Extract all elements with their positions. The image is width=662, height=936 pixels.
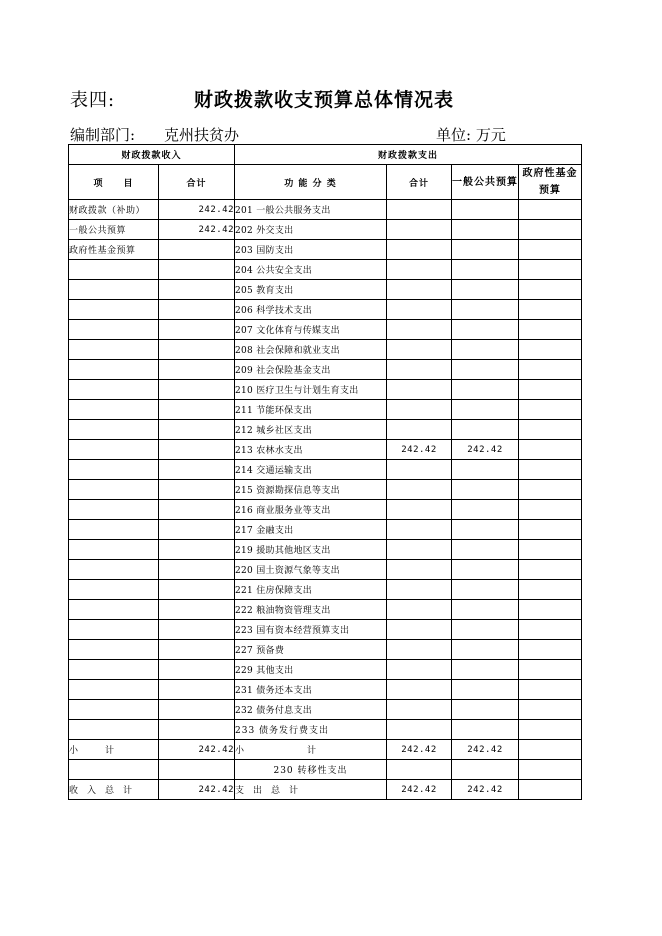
expense-general-cell (452, 400, 519, 420)
income-amount-cell (159, 240, 235, 260)
income-amount-cell (159, 560, 235, 580)
expense-total-cell (387, 640, 452, 660)
income-amount-cell (159, 660, 235, 680)
income-amount-cell (159, 400, 235, 420)
column-header-row (69, 165, 582, 200)
expense-total-cell (387, 660, 452, 680)
expense-fund-cell (519, 640, 582, 660)
expense-item-cell: 223 国有资本经营预算支出 (235, 620, 387, 640)
table-row (69, 280, 582, 300)
income-item-cell (69, 260, 159, 280)
expense-fund-cell (519, 200, 582, 220)
expense-general-cell (452, 420, 519, 440)
expense-item-cell: 211 节能环保支出 (235, 400, 387, 420)
income-item-cell (69, 420, 159, 440)
expense-general-cell (452, 680, 519, 700)
table-row (69, 260, 582, 280)
income-amount-cell (159, 520, 235, 540)
income-amount-cell (159, 600, 235, 620)
income-item-cell (69, 660, 159, 680)
expense-fund-cell (519, 720, 582, 740)
expense-item-cell: 229 其他支出 (235, 660, 387, 680)
income-amount-cell (159, 620, 235, 640)
expense-total-cell (387, 520, 452, 540)
income-amount-cell (159, 260, 235, 280)
income-item-cell (69, 400, 159, 420)
expense-general-cell (452, 560, 519, 580)
income-item-cell (69, 620, 159, 640)
subtotal-row (69, 740, 582, 760)
expense-item-cell: 231 债务还本支出 (235, 680, 387, 700)
table-row (69, 580, 582, 600)
page-title: 财政拨款收支预算总体情况表 (194, 89, 455, 111)
expense-fund-cell (519, 380, 582, 400)
income-item-cell (69, 300, 159, 320)
subtotal-expense-fund (519, 740, 582, 760)
expense-general-cell (452, 580, 519, 600)
expense-total-cell (387, 460, 452, 480)
expense-item-cell: 232 债务付息支出 (235, 700, 387, 720)
department-label: 编制部门: (70, 126, 136, 144)
income-amount-cell: 242.42 (159, 200, 235, 220)
income-amount-cell (159, 460, 235, 480)
expense-fund-cell (519, 240, 582, 260)
expense-general-cell (452, 620, 519, 640)
expense-fund-cell (519, 600, 582, 620)
income-item-cell (69, 320, 159, 340)
income-item-cell (69, 680, 159, 700)
expense-item-cell: 208 社会保障和就业支出 (235, 340, 387, 360)
expense-total-cell (387, 320, 452, 340)
income-amount-cell (159, 680, 235, 700)
expense-total-cell (387, 300, 452, 320)
department-value: 克州扶贫办 (164, 126, 240, 144)
table-row (69, 200, 582, 220)
income-amount-cell (159, 300, 235, 320)
expense-general-cell (452, 340, 519, 360)
expense-fund-cell (519, 400, 582, 420)
expense-fund-cell (519, 620, 582, 640)
income-amount-cell: 242.42 (159, 220, 235, 240)
table-row (69, 240, 582, 260)
expense-total-cell (387, 420, 452, 440)
expense-general-cell: 242.42 (452, 440, 519, 460)
subtotal-expense-general: 242.42 (452, 740, 519, 760)
table-row (69, 560, 582, 580)
transfer-expense-fund (519, 760, 582, 780)
income-item-cell (69, 720, 159, 740)
expense-fund-cell (519, 540, 582, 560)
income-item-cell (69, 500, 159, 520)
expense-item-cell: 203 国防支出 (235, 240, 387, 260)
income-item-cell: 政府性基金预算 (69, 240, 159, 260)
table-row (69, 320, 582, 340)
expense-fund-cell (519, 320, 582, 340)
income-item-cell (69, 280, 159, 300)
expense-item-cell: 221 住房保障支出 (235, 580, 387, 600)
income-amount-cell (159, 640, 235, 660)
expense-item-cell: 206 科学技术支出 (235, 300, 387, 320)
expense-total-cell (387, 680, 452, 700)
expense-item-cell: 201 一般公共服务支出 (235, 200, 387, 220)
expense-item-cell: 210 医疗卫生与计划生育支出 (235, 380, 387, 400)
table-row (69, 340, 582, 360)
expense-fund-cell (519, 700, 582, 720)
income-amount-cell (159, 500, 235, 520)
expense-item-cell: 209 社会保险基金支出 (235, 360, 387, 380)
expense-total-cell (387, 720, 452, 740)
expense-general-cell (452, 600, 519, 620)
income-item-cell (69, 380, 159, 400)
table-row (69, 360, 582, 380)
expense-general-cell (452, 660, 519, 680)
table-row (69, 400, 582, 420)
expense-general-cell (452, 460, 519, 480)
table-number-label: 表四: (70, 90, 116, 111)
expense-general-cell (452, 200, 519, 220)
col-header-income-total: 合计 (159, 165, 235, 200)
expense-general-cell (452, 720, 519, 740)
expense-fund-cell (519, 660, 582, 680)
expense-general-cell (452, 640, 519, 660)
col-header-item: 项 目 (69, 165, 159, 200)
income-amount-cell (159, 360, 235, 380)
transfer-income-blank (69, 760, 159, 780)
income-item-cell (69, 440, 159, 460)
transfer-expense-general (452, 760, 519, 780)
income-amount-cell (159, 280, 235, 300)
expense-fund-cell (519, 420, 582, 440)
income-amount-cell (159, 380, 235, 400)
income-item-cell: 财政拨款（补助） (69, 200, 159, 220)
income-amount-cell (159, 320, 235, 340)
income-item-cell (69, 340, 159, 360)
expense-general-cell (452, 500, 519, 520)
income-amount-cell (159, 580, 235, 600)
income-amount-cell (159, 480, 235, 500)
expense-total-cell (387, 540, 452, 560)
expense-general-cell (452, 280, 519, 300)
expense-total-cell (387, 360, 452, 380)
expense-general-cell (452, 360, 519, 380)
expense-item-cell: 216 商业服务业等支出 (235, 500, 387, 520)
income-item-cell (69, 540, 159, 560)
expense-fund-cell (519, 360, 582, 380)
grand-total-row (69, 780, 582, 800)
grand-total-expense-label: 支 出 总 计 (235, 780, 387, 800)
expense-item-cell: 215 资源勘探信息等支出 (235, 480, 387, 500)
expense-fund-cell (519, 520, 582, 540)
col-header-fund-budget: 政府性基金预算 (519, 165, 582, 200)
col-header-function: 功 能 分 类 (235, 165, 387, 200)
income-item-cell (69, 640, 159, 660)
income-amount-cell (159, 720, 235, 740)
expense-fund-cell (519, 260, 582, 280)
transfer-row (69, 760, 582, 780)
expense-general-cell (452, 320, 519, 340)
expense-fund-cell (519, 440, 582, 460)
unit-label: 单位: 万元 (436, 126, 506, 144)
subtotal-expense-label: 小 计 (235, 740, 387, 760)
income-item-cell (69, 460, 159, 480)
table-row (69, 700, 582, 720)
expense-total-cell (387, 340, 452, 360)
expense-item-cell: 214 交通运输支出 (235, 460, 387, 480)
expense-total-cell (387, 380, 452, 400)
expense-item-cell: 212 城乡社区支出 (235, 420, 387, 440)
col-header-expense-total: 合计 (387, 165, 452, 200)
expense-fund-cell (519, 480, 582, 500)
expense-total-cell (387, 260, 452, 280)
transfer-expense-total (387, 760, 452, 780)
expense-fund-cell (519, 300, 582, 320)
col-header-general-budget: 一般公共预算 (452, 165, 519, 200)
table-row (69, 480, 582, 500)
grand-total-income-amount: 242.42 (159, 780, 235, 800)
table-row (69, 440, 582, 460)
subtotal-income-amount: 242.42 (159, 740, 235, 760)
expense-total-cell (387, 480, 452, 500)
subtotal-income-label: 小 计 (69, 740, 159, 760)
expense-fund-cell (519, 220, 582, 240)
expense-total-cell (387, 500, 452, 520)
income-amount-cell (159, 700, 235, 720)
income-amount-cell (159, 540, 235, 560)
expense-fund-cell (519, 280, 582, 300)
expense-item-cell: 205 教育支出 (235, 280, 387, 300)
transfer-income-amount-blank (159, 760, 235, 780)
expense-total-cell (387, 400, 452, 420)
grand-total-expense-total: 242.42 (387, 780, 452, 800)
income-item-cell (69, 580, 159, 600)
expense-general-cell (452, 480, 519, 500)
expense-general-cell (452, 540, 519, 560)
grand-total-expense-fund (519, 780, 582, 800)
expense-general-cell (452, 700, 519, 720)
expense-item-cell: 227 预备费 (235, 640, 387, 660)
expense-item-cell: 222 粮油物资管理支出 (235, 600, 387, 620)
table-row (69, 680, 582, 700)
expense-general-cell (452, 300, 519, 320)
expense-general-cell (452, 380, 519, 400)
expense-total-cell (387, 600, 452, 620)
table-row (69, 620, 582, 640)
expense-item-cell: 202 外交支出 (235, 220, 387, 240)
table-row (69, 720, 582, 740)
expense-item-cell: 217 金融支出 (235, 520, 387, 540)
expense-fund-cell (519, 680, 582, 700)
expense-item-cell: 220 国土资源气象等支出 (235, 560, 387, 580)
table-row (69, 640, 582, 660)
expense-item-cell: 233 债务发行费支出 (235, 720, 387, 740)
expense-total-cell (387, 200, 452, 220)
income-item-cell (69, 480, 159, 500)
table-row (69, 380, 582, 400)
table-row (69, 600, 582, 620)
transfer-expense-label: 230 转移性支出 (235, 760, 387, 780)
subtotal-expense-total: 242.42 (387, 740, 452, 760)
table-row (69, 520, 582, 540)
expense-item-cell: 219 援助其他地区支出 (235, 540, 387, 560)
income-item-cell (69, 700, 159, 720)
grand-total-income-label: 收 入 总 计 (69, 780, 159, 800)
income-item-cell (69, 560, 159, 580)
expense-total-cell (387, 220, 452, 240)
table-row (69, 220, 582, 240)
table-row (69, 420, 582, 440)
expense-item-cell: 213 农林水支出 (235, 440, 387, 460)
expense-general-cell (452, 240, 519, 260)
income-amount-cell (159, 420, 235, 440)
table-row (69, 540, 582, 560)
expense-total-cell (387, 560, 452, 580)
expense-fund-cell (519, 500, 582, 520)
expense-fund-cell (519, 560, 582, 580)
income-item-cell: 一般公共预算 (69, 220, 159, 240)
table-row (69, 460, 582, 480)
income-amount-cell (159, 340, 235, 360)
expense-total-cell (387, 280, 452, 300)
income-amount-cell (159, 440, 235, 460)
expense-item-cell: 207 文化体育与传媒支出 (235, 320, 387, 340)
income-group-header: 财政拨款收入 (69, 145, 235, 165)
expense-general-cell (452, 260, 519, 280)
table-row (69, 300, 582, 320)
expense-total-cell (387, 700, 452, 720)
table-row (69, 500, 582, 520)
expense-general-cell (452, 520, 519, 540)
expense-fund-cell (519, 460, 582, 480)
expense-total-cell: 242.42 (387, 440, 452, 460)
table-row (69, 660, 582, 680)
income-item-cell (69, 360, 159, 380)
expense-total-cell (387, 580, 452, 600)
expense-group-header: 财政拨款支出 (235, 145, 582, 165)
expense-total-cell (387, 620, 452, 640)
expense-total-cell (387, 240, 452, 260)
group-header-row (69, 145, 582, 165)
income-item-cell (69, 520, 159, 540)
expense-general-cell (452, 220, 519, 240)
grand-total-expense-general: 242.42 (452, 780, 519, 800)
budget-table (68, 144, 582, 800)
expense-fund-cell (519, 580, 582, 600)
income-item-cell (69, 600, 159, 620)
expense-fund-cell (519, 340, 582, 360)
expense-item-cell: 204 公共安全支出 (235, 260, 387, 280)
